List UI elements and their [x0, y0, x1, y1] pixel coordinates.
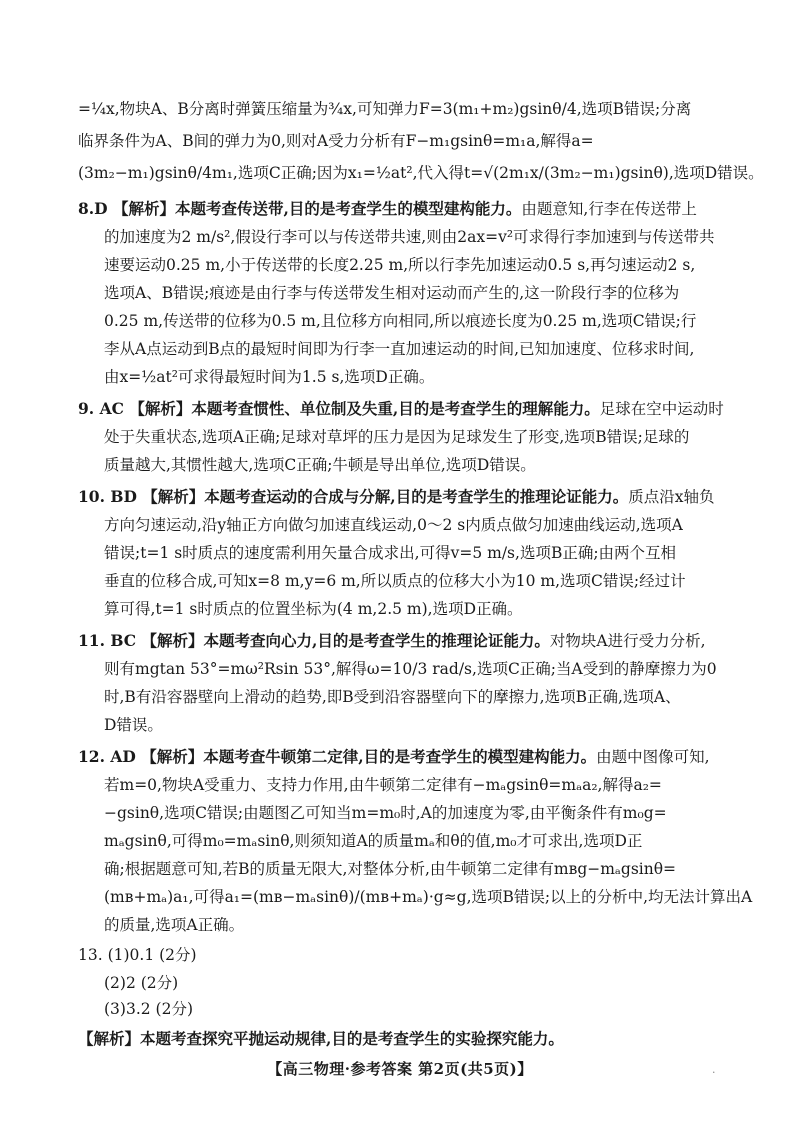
text-line: 垂直的位移合成,可知x=8 m,y=6 m,所以质点的位移大小为10 m,选项C错误;经过计 — [104, 572, 686, 590]
text-line: 由x=½at²可求得最短时间为1.5 s,选项D正确。 — [104, 368, 435, 386]
text-line: −gsinθ,选项C错误;由题图乙可知当m=m₀时,A的加速度为零,由平衡条件有m₀g= — [104, 804, 667, 822]
answer-line: (3)3.2 (2分) — [104, 1000, 193, 1018]
text-line: 9. AC 【解析】本题考查惯性、单位制及失重,目的是考查学生的理解能力。足球在空中运动时 — [78, 399, 724, 418]
text-line: 算可得,t=1 s时质点的位置坐标为(4 m,2.5 m),选项D正确。 — [104, 600, 523, 618]
analysis-note — [78, 1028, 564, 1050]
text-line: 则有mgtan 53°=mω²Rsin 53°,解得ω=10/3 rad/s,选项C正确;当A受到的静摩擦力为0 — [104, 660, 717, 678]
analysis-heading: 9. AC 【解析】本题考查惯性、单位制及失重,目的是考查学生的理解能力。 — [78, 399, 600, 418]
text-line: D错误。 — [104, 716, 163, 734]
text-line: mₐgsinθ,可得m₀=mₐsinθ,则须知道A的质量mₐ和θ的值,m₀才可求出,选项D正 — [104, 832, 643, 850]
text-line: 0.25 m,传送带的位移为0.5 m,且位移方向相同,所以痕迹长度为0.25 m,选项C错误;行 — [104, 312, 697, 330]
analysis-heading: 【解析】本题考查探究平抛运动规律,目的是考查学生的实验探究能力。 — [78, 1029, 564, 1048]
text-line: 若m=0,物块A受重力、支持力作用,由牛顿第二定律有−mₐgsinθ=mₐa₂,解得a₂= — [104, 776, 662, 794]
text-line: 11. BC 【解析】本题考查向心力,目的是考查学生的推理论证能力。对物块A进行受力分析, — [78, 631, 706, 650]
analysis-heading: 11. BC 【解析】本题考查向心力,目的是考查学生的推理论证能力。 — [78, 631, 550, 650]
text-line: 12. AD 【解析】本题考查牛顿第二定律,目的是考查学生的模型建构能力。由题中图像可知, — [78, 747, 710, 766]
text-line: 的质量,选项A正确。 — [104, 916, 245, 934]
text-line: 速要运动0.25 m,小于传送带的长度2.25 m,所以行李先加速运动0.5 s,再匀速运动2 s, — [104, 256, 696, 274]
analysis-heading: 12. AD 【解析】本题考查牛顿第二定律,目的是考查学生的模型建构能力。 — [78, 747, 597, 766]
text-line: 质量越大,其惯性越大,选项C正确;牛顿是导出单位,选项D错误。 — [104, 456, 536, 474]
text-line: 时,B有沿容器壁向上滑动的趋势,即B受到沿容器壁向下的摩擦力,选项B正确,选项A、 — [104, 688, 681, 706]
text-line: 临界条件为A、B间的弹力为0,则对A受力分析有F−m₁gsinθ=m₁a,解得a= — [78, 132, 594, 150]
analysis-heading: 10. BD 【解析】本题考查运动的合成与分解,目的是考查学生的推理论证能力。 — [78, 487, 629, 506]
text-line: 8.D 【解析】本题考查传送带,目的是考查学生的模型建构能力。由题意知,行李在传送带上 — [78, 199, 697, 218]
text-line: 李从A点运动到B点的最短时间即为行李一直加速运动的时间,已知加速度、位移求时间, — [104, 340, 695, 358]
text-line: 确;根据题意可知,若B的质量无限大,对整体分析,由牛顿第二定律有mʙg−mₐgsinθ= — [104, 860, 677, 878]
text-line: 的加速度为2 m/s²,假设行李可以与传送带共速,则由2ax=v²可求得行李加速到与传送带共 — [104, 228, 715, 246]
page-footer: 【高三物理·参考答案 第2页(共5页)】 — [267, 1060, 533, 1078]
text-line: 方向匀速运动,沿y轴正方向做匀加速直线运动,0～2 s内质点做匀加速曲线运动,选项A — [104, 516, 683, 534]
text-line: (3m₂−m₁)gsinθ/4m₁,选项C正确;因为x₁=½at²,代入得t=√(2m₁x/(3m₂−m₁)gsinθ),选项D错误。 — [78, 164, 764, 182]
text-line: (mʙ+mₐ)a₁,可得a₁=(mʙ−mₐsinθ)/(mʙ+mₐ)·g≈g,选项B错误;以上的分析中,均无法计算出A — [104, 888, 753, 906]
text-line: 错误;t=1 s时质点的速度需利用矢量合成求出,可得v=5 m/s,选项B正确;由两个互相 — [104, 544, 677, 562]
text-line: 选项A、B错误;痕迹是由行李与传送带发生相对运动而产生的,这一阶段行李的位移为 — [104, 284, 680, 302]
text-line: =¼x,物块A、B分离时弹簧压缩量为¾x,可知弹力F=3(m₁+m₂)gsinθ/4,选项B错误;分离 — [78, 100, 692, 118]
corner-mark: · — [712, 1066, 716, 1079]
answer-line: 13. (1)0.1 (2分) — [78, 946, 197, 964]
text-line: 10. BD 【解析】本题考查运动的合成与分解,目的是考查学生的推理论证能力。质点沿x轴负 — [78, 487, 715, 506]
analysis-heading: 8.D 【解析】本题考查传送带,目的是考查学生的模型建构能力。 — [78, 199, 522, 218]
answer-line: (2)2 (2分) — [104, 974, 179, 992]
text-line: 处于失重状态,选项A正确;足球对草坪的压力是因为足球发生了形变,选项B错误;足球的 — [104, 428, 690, 446]
